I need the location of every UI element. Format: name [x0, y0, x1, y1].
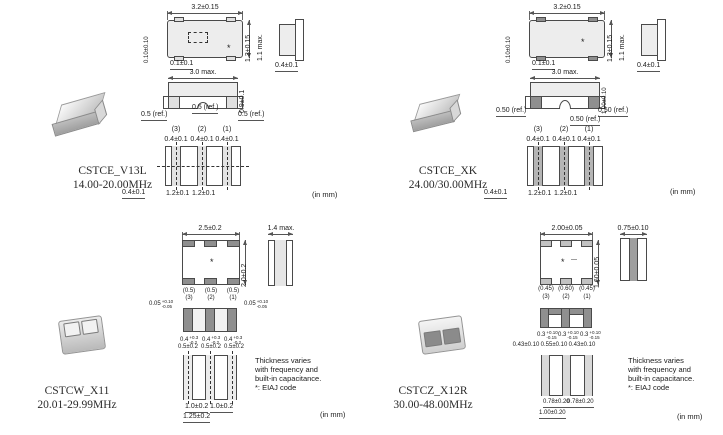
side-electrode	[540, 308, 549, 328]
dim-side-height-tl: 1.1 max.	[257, 34, 264, 61]
centerline	[232, 351, 233, 404]
dim-side-width-br: 0.75±0.10	[617, 225, 649, 232]
side-view-stripe-br	[629, 238, 638, 281]
pin-1-label-bl: (1)	[229, 295, 237, 301]
eiaj-code-mark-tl: *	[227, 43, 231, 53]
bottom-pad	[204, 278, 217, 285]
dim-edge-offset-tl: 0.4±0.1	[122, 189, 145, 199]
dim-front-height-tr: 1.00±0.10	[602, 87, 608, 114]
centerline	[210, 351, 211, 404]
note-line: Thickness varies	[255, 356, 311, 365]
freq-range-tl: 14.00-20.00MHz	[72, 179, 153, 191]
pin-2-label-br: (2)	[562, 294, 570, 300]
dim-front-height-tl: 0.9±0.1	[239, 89, 246, 113]
dim-front-width-tl: 3.0 max.	[189, 69, 217, 76]
tol-minus: -0.2	[233, 340, 242, 346]
pad-width-2-br: (0.60)	[558, 286, 574, 292]
freq-range-tr: 24.00/30.00MHz	[408, 179, 488, 191]
dim-body-height-br: 1.60±0.05	[594, 256, 601, 288]
dim-land-pitch-bl: 1.0±0.2	[210, 403, 233, 413]
thickness-note-br	[628, 356, 694, 392]
dim-line-body-width-br	[540, 234, 593, 235]
note-line: built-in capacitance.	[255, 374, 322, 383]
dim-land-b-br: 0.55±0.10	[540, 342, 568, 348]
product-photo-cstcz-x12r	[411, 308, 473, 361]
dim-side-width-tl: 0.4±0.1	[275, 62, 298, 72]
terminal-pad	[168, 96, 180, 109]
product-photo-cstce-v13l	[38, 83, 122, 153]
tol-plus: +0.3	[211, 335, 221, 340]
dim-pad-width-tl: 0.4±0.1	[164, 136, 188, 143]
tol-base: 0.4	[202, 337, 211, 344]
tol-minus: -0.15	[589, 335, 600, 341]
note-line: with frequency and	[628, 365, 691, 374]
tol-plus: +0.3	[233, 335, 243, 340]
dim-side-width-tr: 0.4±0.1	[637, 62, 660, 72]
dim-pitch-tl: 1.2±0.1	[166, 190, 190, 197]
dim-body-width-tr: 3.2±0.15	[553, 4, 581, 11]
dim-land-pitch-br: 0.78±0.20	[567, 399, 594, 408]
dim-land-a-br: 0.43±0.10	[568, 342, 596, 348]
tol-plus: +0.10	[567, 330, 579, 335]
dim-body-height-tr: 1.3±0.15	[607, 34, 614, 62]
dim-land-span-bl: 1.25±0.2	[183, 413, 210, 423]
freq-range-br: 30.00-48.00MHz	[393, 399, 473, 411]
top-pad	[204, 240, 217, 247]
tol-minus: -0.15	[546, 335, 557, 341]
centerline	[564, 142, 565, 190]
top-pad	[581, 240, 593, 247]
dim-corner-offset-h-tr: 0.1±0.1	[532, 60, 555, 70]
bottom-pad	[182, 278, 195, 285]
part-number-br: CSTCZ_X12R	[398, 385, 468, 397]
pad-top-dim: (0.5)	[182, 288, 196, 294]
eiaj-code-mark-tr: *	[581, 37, 585, 47]
dim-body-height-tl: 1.3±0.15	[245, 34, 252, 62]
product-photo-cstce-xk	[399, 85, 475, 148]
pin-1-label-tl: (1)	[222, 126, 232, 133]
corner-pad	[226, 56, 236, 61]
front-view-lid-tl	[168, 82, 238, 97]
pin-2-label-bl: (2)	[207, 295, 215, 301]
tol-plus: +0.10	[256, 299, 269, 304]
terminal-pad	[530, 96, 542, 109]
dim-ref-left-tl: 0.5 (ref.)	[141, 111, 167, 121]
note-line: *: EIAJ code	[628, 383, 670, 392]
corner-pad	[226, 17, 236, 22]
side-electrode	[227, 308, 237, 332]
thickness-note-bl	[255, 356, 321, 392]
side-electrode	[183, 308, 193, 332]
pin-3-label-tl: (3)	[171, 126, 181, 133]
dim-front-width-tr: 3.0 max.	[551, 69, 579, 76]
corner-pad	[588, 56, 598, 61]
dim-body-width-tl: 3.2±0.15	[191, 4, 219, 11]
pin-3-label-tr: (3)	[533, 126, 543, 133]
top-view-outline-tr	[529, 20, 605, 58]
top-pad	[227, 240, 240, 247]
dim-line-body-width-tl	[167, 13, 243, 14]
dim-ref-right-tr: 0.50 (ref.)	[598, 107, 628, 117]
tol-minus: -0.15	[567, 335, 578, 341]
photo-window	[423, 330, 442, 347]
side-view-cap-tr	[657, 19, 666, 61]
side-electrode	[205, 308, 215, 332]
tol-minus: -0.05	[256, 304, 267, 310]
tol-plus: +0.10	[546, 330, 558, 335]
units-label-tr: (in mm)	[670, 187, 696, 196]
pad-top-dim: (0.5)	[226, 288, 240, 294]
tol-base: 0.4	[224, 337, 233, 344]
photo-pad	[63, 321, 81, 337]
top-pad	[560, 240, 572, 247]
dim-side-width-bl: 1.4 max.	[267, 225, 295, 232]
note-line: with frequency and	[255, 365, 318, 374]
note-line: built-in capacitance.	[628, 374, 695, 383]
dim-line-front-width-tr	[530, 78, 600, 79]
dim-pad-width-tr: 0.4±0.1	[526, 136, 550, 143]
dim-land-a-br: 0.43±0.10	[512, 342, 540, 348]
dim-land-width-bl: 0.5±0.2	[201, 344, 221, 350]
corner-pad	[536, 17, 546, 22]
freq-range-bl: 20.01-29.99MHz	[37, 399, 117, 411]
note-line: Thickness varies	[628, 356, 684, 365]
eiaj-code-mark-bl: *	[210, 257, 214, 267]
bottom-pad	[560, 278, 572, 285]
centerline	[589, 142, 590, 190]
terminal-pad	[226, 96, 238, 109]
pad-width-1-br: (0.45)	[579, 286, 595, 292]
dim-edge-offset-tr: 0.4±0.1	[484, 189, 507, 199]
dim-line-body-width-tr	[529, 13, 605, 14]
dim-pitch-tr: 1.2±0.1	[528, 190, 552, 197]
side-electrode	[561, 308, 570, 328]
dim-line-side-width-br	[620, 234, 647, 235]
dim-electrode-width-br	[558, 330, 579, 340]
tol-plus: +0.3	[189, 335, 199, 340]
side-view-cap-tl	[295, 19, 304, 61]
dim-pad-width-tl: 0.4±0.1	[190, 136, 214, 143]
pin-1-label-br: (1)	[583, 294, 591, 300]
tol-base: 0.3	[537, 332, 546, 339]
centerline	[538, 142, 539, 190]
bottom-pad	[540, 278, 552, 285]
dim-body-width-br: 2.00±0.05	[551, 225, 583, 232]
orientation-bar-br: —	[571, 257, 577, 263]
tol-base: 0.05	[149, 301, 161, 308]
photo-window	[442, 328, 461, 345]
corner-pad	[174, 17, 184, 22]
dim-body-height-bl: 2.0±0.2	[241, 263, 248, 287]
note-line: *: EIAJ code	[255, 383, 297, 392]
top-pad	[540, 240, 552, 247]
dim-pad-width-tr: 0.4±0.1	[552, 136, 576, 143]
pin-1-label-tr: (1)	[584, 126, 594, 133]
tol-minus: -0.2	[189, 340, 198, 346]
pad-top-dim: (0.5)	[204, 288, 218, 294]
dim-ref-center-tl: 0.5 (ref.)	[192, 104, 218, 114]
units-label-br: (in mm)	[677, 412, 703, 421]
pin-3-label-bl: (3)	[185, 295, 193, 301]
part-number-bl: CSTCW_X11	[44, 385, 110, 397]
land-strip	[562, 355, 571, 396]
product-photo-cstcw-x11	[51, 308, 113, 361]
dim-line-body-width-bl	[182, 234, 240, 235]
side-view-body-tl	[279, 24, 296, 56]
side-electrode	[583, 308, 592, 328]
tol-base: 0.3	[558, 332, 567, 339]
part-number-tl: CSTCE_V13L	[78, 165, 147, 177]
pad-width-3-br: (0.45)	[538, 286, 554, 292]
dim-pitch-tr: 1.2±0.1	[554, 190, 578, 197]
dim-pad-width-tl: 0.4±0.1	[215, 136, 239, 143]
photo-pad	[81, 319, 99, 335]
dim-line-front-width-tl	[168, 78, 238, 79]
dim-electrode-width-br	[580, 330, 601, 340]
pin-3-label-br: (3)	[542, 294, 550, 300]
centerline-horizontal	[157, 166, 249, 167]
tol-base: 0.4	[180, 337, 189, 344]
eiaj-code-mark-br: *	[561, 257, 565, 267]
corner-pad	[588, 17, 598, 22]
dim-electrode-width-br	[537, 330, 558, 340]
dim-ref-right-tl: 0.5 (ref.)	[238, 111, 264, 121]
tol-minus: -0.05	[161, 304, 172, 310]
dim-land-pitch-br: 0.78±0.20	[543, 399, 570, 408]
bottom-pad	[227, 278, 240, 285]
tol-base: 0.05	[244, 301, 256, 308]
bottom-pad	[581, 278, 593, 285]
dim-corner-offset-h-tl: 0.1±0.1	[170, 60, 193, 70]
dim-land-span-br: 1.00±0.20	[539, 410, 566, 419]
side-view-inner-bl	[274, 240, 287, 286]
top-pad	[182, 240, 195, 247]
units-label-tl: (in mm)	[312, 190, 338, 199]
land-strip	[541, 355, 550, 396]
part-number-tr: CSTCE_XK	[418, 165, 478, 177]
dim-land-pitch-bl: 1.0±0.2	[185, 403, 208, 413]
land-strip	[584, 355, 593, 396]
dim-edge-tol-right-bl	[244, 299, 268, 309]
dim-pad-width-tr: 0.4±0.1	[577, 136, 601, 143]
dim-land-width-bl: 0.5±0.2	[178, 344, 198, 350]
dim-pitch-tl: 1.2±0.1	[192, 190, 216, 197]
dim-ref-center-tr: 0.50 (ref.)	[570, 116, 600, 126]
dim-ref-left-tr: 0.50 (ref.)	[496, 107, 526, 117]
tol-base: 0.3	[580, 332, 589, 339]
side-view-body-tr	[641, 24, 658, 56]
dim-corner-offset-tr: 0.10±0.10	[506, 36, 512, 63]
hidden-element-outline	[188, 32, 208, 43]
tol-plus: +0.10	[589, 330, 601, 335]
dim-corner-offset-tl: 0.10±0.10	[144, 36, 150, 63]
units-label-bl: (in mm)	[320, 410, 346, 419]
pin-2-label-tl: (2)	[197, 126, 207, 133]
dim-land-width-bl: 0.5±0.2	[224, 344, 244, 350]
tol-plus: +0.10	[161, 299, 174, 304]
front-view-lid-tr	[530, 82, 600, 97]
dim-edge-tol-left-bl	[149, 299, 173, 309]
dim-line-side-width-bl	[268, 234, 293, 235]
pin-2-label-tr: (2)	[559, 126, 569, 133]
dim-body-width-bl: 2.5±0.2	[198, 225, 222, 232]
tol-minus: -0.2	[211, 340, 220, 346]
centerline	[188, 351, 189, 404]
dim-side-height-tr: 1.1 max.	[619, 34, 626, 61]
